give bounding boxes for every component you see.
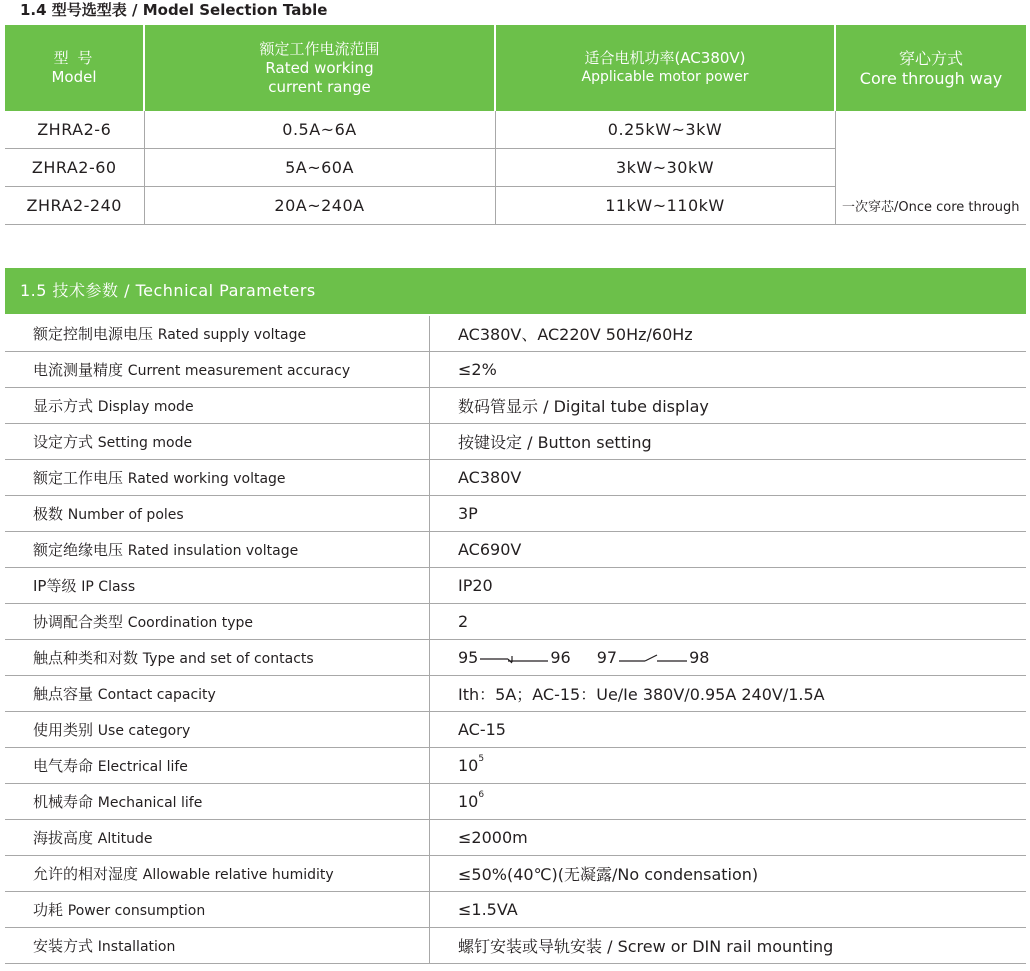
header-model bbox=[5, 25, 144, 111]
header-current-cn: 额定工作电流范围 bbox=[259, 39, 380, 58]
header-model-cn: 型 号 bbox=[53, 49, 95, 67]
header-current-range bbox=[144, 25, 495, 111]
param-value: AC380V、AC220V 50Hz/60Hz bbox=[430, 316, 1027, 352]
header-core-en: Core through way bbox=[859, 68, 1003, 88]
cell-power: 0.25kW~3kW bbox=[495, 111, 835, 149]
table-row bbox=[5, 111, 1026, 149]
param-row bbox=[5, 604, 1026, 640]
param-row bbox=[5, 568, 1026, 604]
cell-model: ZHRA2-240 bbox=[5, 187, 144, 225]
cell-power: 11kW~110kW bbox=[495, 187, 835, 225]
cell-current: 5A~60A bbox=[144, 149, 495, 187]
param-label-en: Altitude bbox=[97, 831, 153, 847]
param-row bbox=[5, 316, 1026, 352]
cell-model: ZHRA2-60 bbox=[5, 149, 144, 187]
param-label-cn: 显示方式 bbox=[33, 397, 94, 415]
header-current-en: Rated working bbox=[265, 58, 374, 77]
param-value bbox=[430, 748, 1027, 784]
param-label-cn: 允许的相对湿度 bbox=[33, 865, 139, 883]
header-power-cn: 适合电机功率(AC380V) bbox=[584, 49, 746, 67]
contact-terminal: 97 bbox=[596, 648, 618, 667]
header-model-en: Model bbox=[51, 68, 97, 86]
param-row bbox=[5, 352, 1026, 388]
param-label-en: Installation bbox=[97, 939, 176, 955]
param-row bbox=[5, 496, 1026, 532]
param-value: 3P bbox=[430, 496, 1027, 532]
param-row bbox=[5, 856, 1026, 892]
header-core-cn: 穿心方式 bbox=[898, 48, 963, 68]
param-label-en: Setting mode bbox=[97, 435, 193, 451]
table-row bbox=[5, 149, 1026, 187]
model-table-header-row bbox=[5, 25, 1026, 111]
model-selection-table bbox=[5, 25, 1026, 225]
param-label bbox=[5, 388, 430, 424]
param-value: AC380V bbox=[430, 460, 1027, 496]
param-label bbox=[5, 352, 430, 388]
contact-terminal: 95 bbox=[458, 648, 479, 667]
contact-terminal: 96 bbox=[550, 648, 571, 667]
param-label-en: Type and set of contacts bbox=[142, 651, 314, 667]
param-label-cn: 额定工作电压 bbox=[33, 469, 124, 487]
param-label-cn: 额定控制电源电压 bbox=[33, 325, 154, 343]
param-label-en: Power consumption bbox=[67, 903, 206, 919]
param-row bbox=[5, 424, 1026, 460]
param-label-cn: 触点种类和对数 bbox=[33, 649, 139, 667]
param-label bbox=[5, 676, 430, 712]
param-label-en: Use category bbox=[97, 723, 191, 739]
param-label-cn: 额定绝缘电压 bbox=[33, 541, 124, 559]
param-label-cn: 协调配合类型 bbox=[33, 613, 124, 631]
param-label-en: Electrical life bbox=[97, 759, 188, 775]
param-label-cn: IP等级 bbox=[33, 577, 77, 595]
param-label bbox=[5, 532, 430, 568]
normally-open-contact-icon bbox=[617, 652, 689, 666]
param-label bbox=[5, 424, 430, 460]
life-exponent: 5 bbox=[478, 754, 485, 764]
param-label bbox=[5, 460, 430, 496]
cell-current: 20A~240A bbox=[144, 187, 495, 225]
header-power-en: Applicable motor power bbox=[581, 69, 749, 85]
param-label bbox=[5, 856, 430, 892]
param-row bbox=[5, 388, 1026, 424]
param-value bbox=[430, 640, 1027, 676]
param-label-cn: 设定方式 bbox=[33, 433, 94, 451]
param-label-en: Rated insulation voltage bbox=[127, 543, 299, 559]
param-label-cn: 电流测量精度 bbox=[33, 361, 124, 379]
param-label-en: Rated supply voltage bbox=[157, 327, 307, 343]
param-label-cn: 使用类别 bbox=[33, 721, 94, 739]
param-row bbox=[5, 712, 1026, 748]
param-value: Ith：5A；AC-15：Ue/Ie 380V/0.95A 240V/1.5A bbox=[430, 676, 1027, 712]
param-value: IP20 bbox=[430, 568, 1027, 604]
param-row bbox=[5, 820, 1026, 856]
life-base: 10 bbox=[458, 756, 479, 775]
param-label bbox=[5, 712, 430, 748]
param-value: ≤2% bbox=[430, 352, 1027, 388]
param-label bbox=[5, 928, 430, 964]
param-value: AC-15 bbox=[430, 712, 1027, 748]
param-row bbox=[5, 676, 1026, 712]
technical-parameters-header bbox=[5, 268, 1026, 314]
param-value: 螺钉安装或导轨安装 / Screw or DIN rail mounting bbox=[430, 928, 1027, 964]
normally-closed-contact-icon bbox=[478, 652, 550, 666]
param-label-en: IP Class bbox=[81, 579, 136, 595]
param-label bbox=[5, 496, 430, 532]
param-row bbox=[5, 892, 1026, 928]
param-label bbox=[5, 748, 430, 784]
param-label-cn: 触点容量 bbox=[33, 685, 94, 703]
header-core-through bbox=[835, 25, 1026, 111]
cell-power: 3kW~30kW bbox=[495, 149, 835, 187]
param-value: ≤2000m bbox=[430, 820, 1027, 856]
table-row bbox=[5, 187, 1026, 225]
cell-core bbox=[835, 149, 1026, 187]
param-label bbox=[5, 892, 430, 928]
param-label-en: Rated working voltage bbox=[127, 471, 286, 487]
param-row bbox=[5, 640, 1026, 676]
header-current-en2: current range bbox=[268, 77, 371, 96]
param-label-en: Coordination type bbox=[127, 615, 253, 631]
param-label-cn: 功耗 bbox=[33, 901, 64, 919]
param-label-en: Display mode bbox=[97, 399, 194, 415]
cell-model: ZHRA2-6 bbox=[5, 111, 144, 149]
param-value: 按键设定 / Button setting bbox=[430, 424, 1027, 460]
life-base: 10 bbox=[458, 792, 479, 811]
param-label-en: Contact capacity bbox=[97, 687, 216, 703]
life-exponent: 6 bbox=[478, 790, 485, 800]
technical-parameters-title: 1.5 技术参数 / Technical Parameters bbox=[20, 281, 316, 300]
param-label-en: Current measurement accuracy bbox=[127, 363, 351, 379]
technical-parameters-table bbox=[5, 316, 1026, 964]
param-value: 数码管显示 / Digital tube display bbox=[430, 388, 1027, 424]
param-label-cn: 海拔高度 bbox=[33, 829, 94, 847]
param-label bbox=[5, 640, 430, 676]
param-label bbox=[5, 820, 430, 856]
header-motor-power bbox=[495, 25, 835, 111]
cell-current: 0.5A~6A bbox=[144, 111, 495, 149]
param-label-en: Mechanical life bbox=[97, 795, 203, 811]
param-row bbox=[5, 748, 1026, 784]
param-value bbox=[430, 784, 1027, 820]
param-value: ≤1.5VA bbox=[430, 892, 1027, 928]
param-label bbox=[5, 568, 430, 604]
model-table-title: 1.4 型号选型表 / Model Selection Table bbox=[20, 1, 328, 19]
contact-terminal: 98 bbox=[689, 648, 710, 667]
cell-core bbox=[835, 111, 1026, 149]
param-value: AC690V bbox=[430, 532, 1027, 568]
param-row bbox=[5, 532, 1026, 568]
param-value: ≤50%(40℃)(无凝露/No condensation) bbox=[430, 856, 1027, 892]
param-row bbox=[5, 460, 1026, 496]
param-label bbox=[5, 604, 430, 640]
param-label-cn: 极数 bbox=[33, 505, 64, 523]
param-label bbox=[5, 784, 430, 820]
param-label-cn: 电气寿命 bbox=[33, 757, 94, 775]
param-label-cn: 机械寿命 bbox=[33, 793, 94, 811]
param-label bbox=[5, 316, 430, 352]
param-label-cn: 安装方式 bbox=[33, 937, 94, 955]
cell-core: 一次穿芯/Once core through bbox=[835, 187, 1026, 225]
param-label-en: Number of poles bbox=[67, 507, 184, 523]
param-label-en: Allowable relative humidity bbox=[142, 867, 334, 883]
param-row bbox=[5, 928, 1026, 964]
param-value: 2 bbox=[430, 604, 1027, 640]
param-row bbox=[5, 784, 1026, 820]
